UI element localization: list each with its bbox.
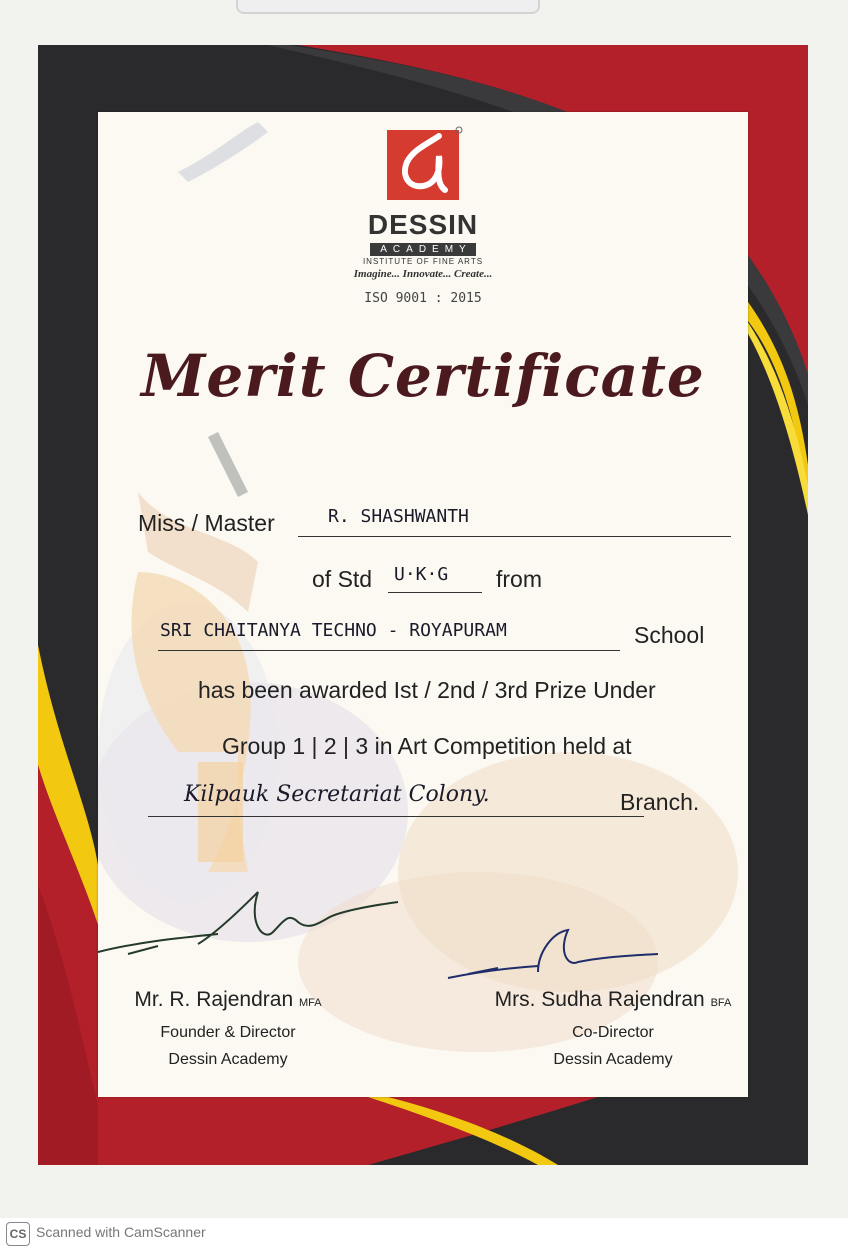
founder-role: Founder & Director <box>160 1024 296 1041</box>
camscanner-logo-icon: CS <box>6 1222 30 1246</box>
certificate-paper <box>98 112 748 1097</box>
binder-clip <box>236 0 540 14</box>
codirector-degree: BFA <box>710 997 732 1009</box>
codirector-signature <box>448 930 658 978</box>
founder-degree: MFA <box>298 997 322 1009</box>
codirector-name: Mrs. Sudha Rajendran <box>494 988 705 1011</box>
school-field: SRI CHAITANYA TECHNO - ROYAPURAM <box>158 620 620 651</box>
school-label: School <box>634 622 705 648</box>
from-label: from <box>496 566 542 592</box>
certificate-title: Merit Certificate <box>141 342 705 410</box>
branch-field: Kilpauk Secretariat Colony. <box>148 782 644 817</box>
name-label: Miss / Master <box>138 510 275 536</box>
founder-org: Dessin Academy <box>168 1051 288 1068</box>
founder-signatory <box>98 986 358 1071</box>
academy-sub: ACADEMY <box>370 243 475 256</box>
iso-certification: ISO 9001 : 2015 <box>364 291 482 306</box>
academy-logo <box>98 126 748 306</box>
std-label: of Std <box>312 566 373 592</box>
codirector-signatory <box>478 986 748 1071</box>
founder-signature <box>98 892 398 954</box>
dessin-logo-icon <box>383 126 463 204</box>
academy-name: DESSIN <box>367 209 479 240</box>
scanner-watermark <box>0 1218 848 1251</box>
codirector-org: Dessin Academy <box>553 1051 673 1068</box>
prize-line: has been awarded Ist / 2nd / 3rd Prize Under <box>198 677 656 703</box>
signatures <box>98 872 748 992</box>
std-field: U·K·G <box>388 564 482 593</box>
academy-institute: INSTITUTE OF FINE ARTS <box>362 257 484 266</box>
group-line: Group 1 | 2 | 3 in Art Competition held at <box>222 733 632 759</box>
name-field: R. SHASHWANTH <box>298 506 731 537</box>
scanner-text: Scanned with CamScanner <box>36 1224 206 1240</box>
codirector-role: Co-Director <box>572 1024 654 1041</box>
academy-tagline: Imagine... Innovate... Create... <box>353 268 493 280</box>
founder-name: Mr. R. Rajendran <box>134 988 294 1011</box>
branch-label: Branch. <box>620 789 700 815</box>
